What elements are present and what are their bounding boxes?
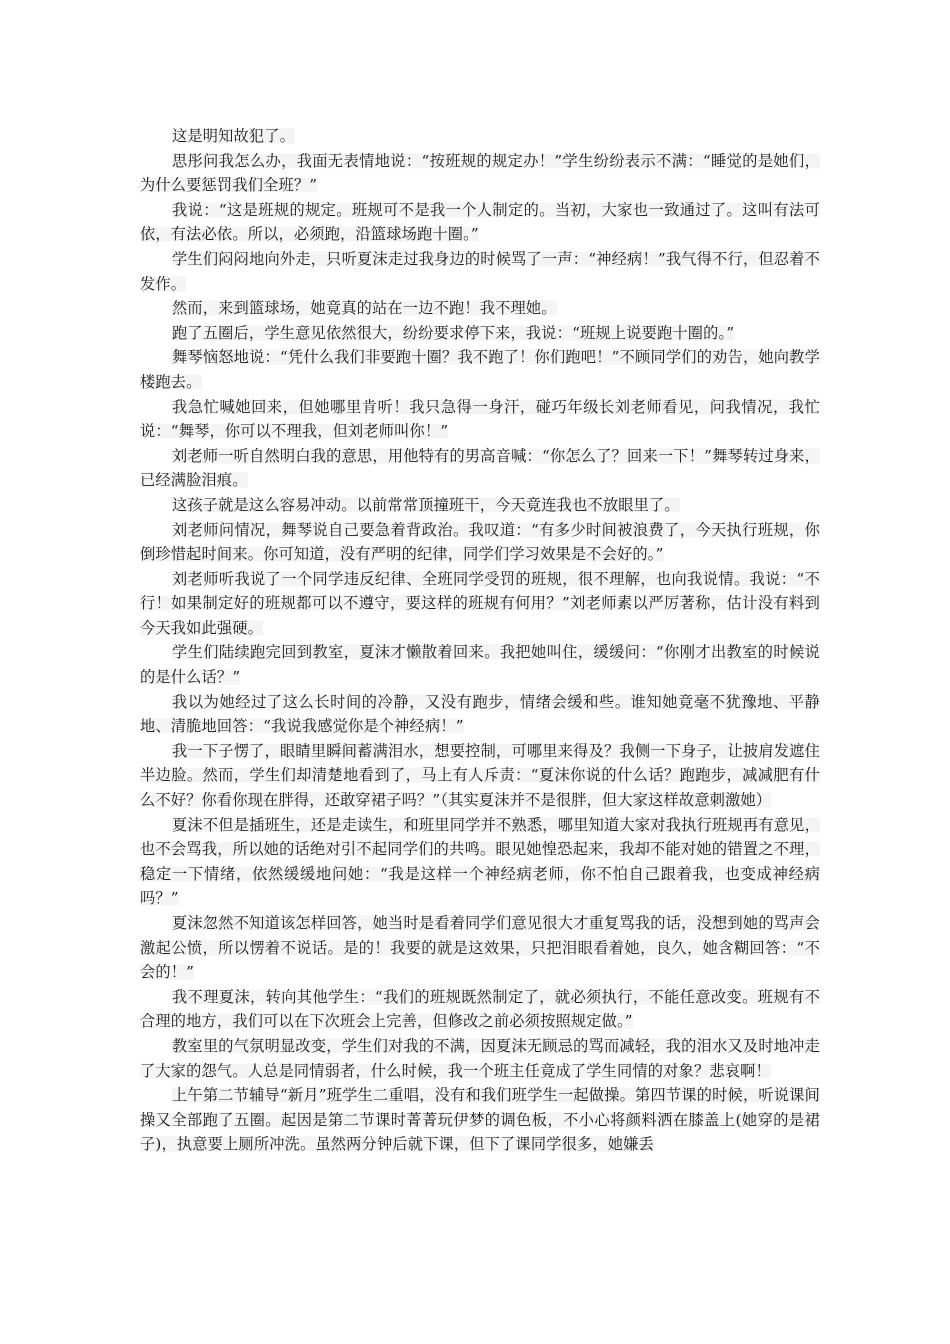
paragraph: 这是明知故犯了。 xyxy=(172,127,296,145)
paragraph: 刘老师一听自然明白我的意思，用他特有的男高音喊：“你怎么了？回来一下！”舞琴转过身来，已经满脸泪痕。 xyxy=(140,446,820,490)
paragraph: 教室里的气氛明显改变，学生们对我的不满，因夏沫无顾忌的骂而减轻，我的泪水又及时地冲走了大家的怨气。人总是同情弱者，什么时候，我一个班主任竟成了学生同情的对象？悲哀啊！ xyxy=(140,1036,820,1080)
paragraph: 跑了五圈后，学生意见依然很大，纷纷要求停下来，我说：“班规上说要跑十圈的。” xyxy=(172,323,735,342)
paragraph: 我不理夏沫，转向其他学生：“我们的班规既然制定了，就必须执行，不能任意改变。班规有不合理的地方，我们可以在下次班会上完善，但修改之前必须按照规定做。” xyxy=(140,987,820,1031)
paragraph: 思彤问我怎么办，我面无表情地说：“按班规的规定办！”学生纷纷表示不满：“睡觉的是她们，为什么要惩罚我们全班？” xyxy=(140,151,820,195)
paragraph: 学生们闷闷地向外走，只听夏沫走过我身边的时候骂了一声：“神经病！”我气得不行，但忍着不发作。 xyxy=(140,249,820,293)
paragraph: 我说：“这是班规的规定。班规可不是我一个人制定的。当初，大家也一致通过了。这叫有法可依，有法必依。所以，必须跑，沿篮球场跑十圈。” xyxy=(140,200,820,244)
paragraph: 我急忙喊她回来，但她哪里肯听！我只急得一身汗，碰巧年级长刘老师看见，问我情况，我忙说：“舞琴，你可以不理我，但刘老师叫你！” xyxy=(140,397,820,441)
paragraph: 上午第二节辅导“新月”班学生二重唱，没有和我们班学生一起做操。第四节课的时候，听说课间操又全部跑了五圈。起因是第二节课时菁菁玩伊梦的调色板，不小心将颜料洒在膝盖上(她穿的是裙子)，执意要上厕所冲洗。虽然两分钟后就下课，但下了课同学很多，她嫌丢 xyxy=(140,1086,820,1154)
paragraph: 刘老师问情况，舞琴说自己要急着背政治。我叹道：“有多少时间被浪费了，今天执行班规，你倒珍惜起时间来。你可知道，没有严明的纪律，同学们学习效果是不会好的。” xyxy=(140,520,820,564)
paragraph: 刘老师听我说了一个同学违反纪律、全班同学受罚的班规，很不理解，也向我说情。我说：“不行！如果制定好的班规都可以不遵守，要这样的班规有何用？”刘老师素以严厉著称，估计没有料到今天我如此强硬。 xyxy=(140,569,820,637)
paragraph: 夏沫不但是插班生，还是走读生，和班里同学并不熟悉，哪里知道大家对我执行班规再有意见，也不会骂我，所以她的话绝对引不起同学们的共鸣。眼见她惶恐起来，我却不能对她的错置之不理，稳定一下情绪，依然缓缓地问她：“我是这样一个神经病老师，你不怕自己跟着我，也变成神经病吗？” xyxy=(140,815,820,908)
paragraph: 夏沫忽然不知道该怎样回答，她当时是看着同学们意见很大才重复骂我的话，没想到她的骂声会激起公愤，所以愣着不说话。是的！我要的就是这效果，只把泪眼看着她，良久，她含糊回答：“不会的！” xyxy=(140,914,820,982)
document-body xyxy=(140,124,820,1157)
paragraph: 我一下子愣了，眼睛里瞬间蓄满泪水，想要控制，可哪里来得及？我侧一下身子，让披肩发遮住半边脸。然而，学生们却清楚地看到了，马上有人斥责：“夏沫你说的什么话？跑跑步，减减肥有什么不好？你看你现在胖得，还敢穿裙子吗？”（其实夏沫并不是很胖，但大家这样故意刺激她） xyxy=(140,741,820,810)
paragraph: 这孩子就是这么容易冲动。以前常常顶撞班干，今天竟连我也不放眼里了。 xyxy=(172,495,680,514)
paragraph: 我以为她经过了这么长时间的冷静，又没有跑步，情绪会缓和些。谁知她竟毫不犹豫地、平静地、清脆地回答：“我说我感觉你是个神经病！” xyxy=(140,692,820,736)
paragraph: 舞琴恼怒地说：“凭什么我们非要跑十圈？我不跑了！你们跑吧！”不顾同学们的劝告，她向教学楼跑去。 xyxy=(140,348,820,391)
paragraph: 学生们陆续跑完回到教室，夏沫才懒散着回来。我把她叫住，缓缓问：“你刚才出教室的时候说的是什么话？” xyxy=(140,643,820,687)
paragraph: 然而，来到篮球场，她竟真的站在一边不跑！我不理她。 xyxy=(172,299,557,318)
